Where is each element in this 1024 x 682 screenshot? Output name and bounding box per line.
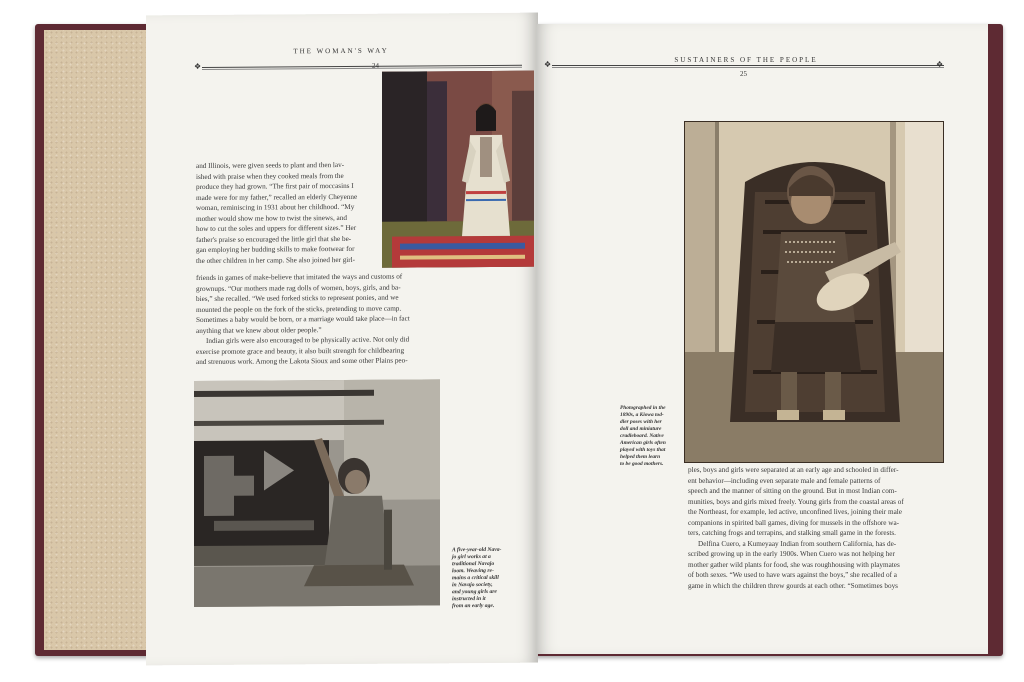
kiowa-toddler-illustration: [685, 122, 943, 462]
body-line: Delfina Cuero, a Kumeyaay Indian from southern California, has de-: [698, 539, 897, 548]
caption-line: and young girls are: [452, 588, 497, 596]
right-page: [536, 24, 988, 654]
body-line: made were for my father,” recalled an elderly Cheyenne: [196, 192, 358, 202]
caption-line: helped them learn: [620, 454, 661, 460]
body-line: companions in spirited ball games, diving for mussels in the offshore wa-: [688, 518, 900, 527]
navajo-caption: [452, 547, 532, 611]
body-line: the Northeast, for example, led active, unconfined lives, joining their male: [688, 508, 902, 516]
caption-line: jo girl works at a: [452, 553, 491, 561]
caption-line: from an early age.: [452, 602, 495, 610]
body-line: how to cut the soles and uppers for different sizes.” Her: [196, 223, 357, 234]
caption-line: traditional Navajo: [452, 560, 495, 568]
body-line: friends in games of make-believe that imitated the ways and customs of: [196, 272, 403, 283]
ornament-icon: ❖: [936, 60, 944, 69]
body-line: and Illinois, were given seeds to plant and then lav-: [196, 160, 345, 171]
navajo-weaver-illustration: [194, 379, 440, 607]
toddler-caption: [620, 405, 684, 468]
body-line: anything that we knew about older people.”: [196, 325, 322, 335]
body-line: game in which the children threw gourds at each other. “Sometimes boys: [688, 581, 898, 590]
caption-line: to be good mothers.: [620, 461, 664, 467]
body-line: ters, catching frogs and terrapins, and stalking small game in the forests.: [688, 529, 896, 537]
left-body-column-narrow: [196, 160, 374, 266]
left-page: [146, 13, 538, 666]
caption-line: cradleboard. Native: [620, 433, 664, 439]
endpaper: [44, 30, 152, 650]
caption-line: played with toys that: [620, 447, 666, 453]
body-line: mother gather wild plants for food, she was roughhousing with playmates: [688, 560, 900, 569]
photo-kiowa-toddler: [684, 121, 944, 463]
caption-line: mains a critical skill: [452, 574, 499, 582]
header-rule-thin: [552, 67, 944, 68]
body-line: bies,” she recalled. “We used forked sticks to represent ponies, and we: [196, 293, 399, 304]
left-folio: 24: [372, 61, 379, 70]
body-line: ished with praise when they cooked meals from the: [196, 171, 344, 181]
body-line: grownups. “Our mothers made rag dolls of women, boys, girls, and ba-: [196, 283, 401, 293]
photo-navajo-weaver: [194, 379, 440, 607]
caption-line: 1890s, a Kiowa tod-: [620, 412, 664, 418]
right-running-head: SUSTAINERS OF THE PEOPLE: [674, 56, 818, 64]
kiowa-girl-illustration: [382, 71, 534, 268]
body-line: woman, reminiscing in 1931 about her childhood. “My: [196, 202, 355, 213]
body-line: exercise promote grace and beauty, it also built strength for childbearing: [196, 346, 405, 356]
body-line: scribed growing up in the early 1900s. When Cuero was not helping her: [688, 550, 895, 558]
ornament-icon: ❖: [544, 60, 552, 69]
body-line: the other children in her camp. She also joined her girl-: [196, 255, 356, 265]
caption-line: A five-year-old Nava-: [452, 546, 502, 554]
header-rule: [552, 65, 944, 66]
body-line: ent behavior—including even separate male and female patterns of: [688, 476, 881, 485]
body-line: Indian girls were also encouraged to be physically active. Not only did: [206, 335, 410, 345]
caption-line: instructed in it: [452, 595, 486, 603]
body-line: produce they had grown. “The first pair of moccasins I: [196, 181, 354, 192]
caption-line: doll and miniature: [620, 426, 662, 432]
body-line: Sometimes a baby would be born, or a marriage would take place—in fact: [196, 314, 410, 325]
body-line: mounted the people on the fork of the sticks, pretending to move camp.: [196, 304, 402, 314]
right-body-text: [688, 465, 950, 591]
body-line: ples, boys and girls were separated at an early age and schooled in differ-: [688, 466, 899, 474]
body-line: gan employing her budding skills to make footwear for: [196, 244, 355, 255]
body-line: of both sexes. “We used to have wars against the boys,” she recalled of a: [688, 571, 897, 579]
left-body-column-wide: [196, 271, 444, 367]
caption-line: American girls often: [620, 440, 666, 446]
left-running-head: THE WOMAN'S WAY: [293, 46, 389, 56]
caption-line: in Navajo society,: [452, 581, 493, 589]
body-line: and strenuous work. Among the Lakota Sioux and some other Plains peo-: [196, 356, 408, 367]
photo-kiowa-girl: [382, 71, 534, 268]
caption-line: loom. Weaving re-: [452, 567, 494, 575]
body-line: father's praise so encouraged the little girl that she be-: [196, 234, 352, 244]
ornament-icon: ❖: [194, 61, 202, 72]
body-line: speech and the manner of sitting on the ground. But in most Indian com-: [688, 487, 897, 495]
caption-line: Photographed in the: [620, 405, 666, 411]
right-folio: 25: [740, 70, 747, 78]
caption-line: dler poses with her: [620, 419, 662, 425]
body-line: munities, boys and girls mixed freely. Young girls from the coastal areas of: [688, 497, 904, 506]
body-line: mother would show me how to twist the sinews, and: [196, 213, 347, 223]
